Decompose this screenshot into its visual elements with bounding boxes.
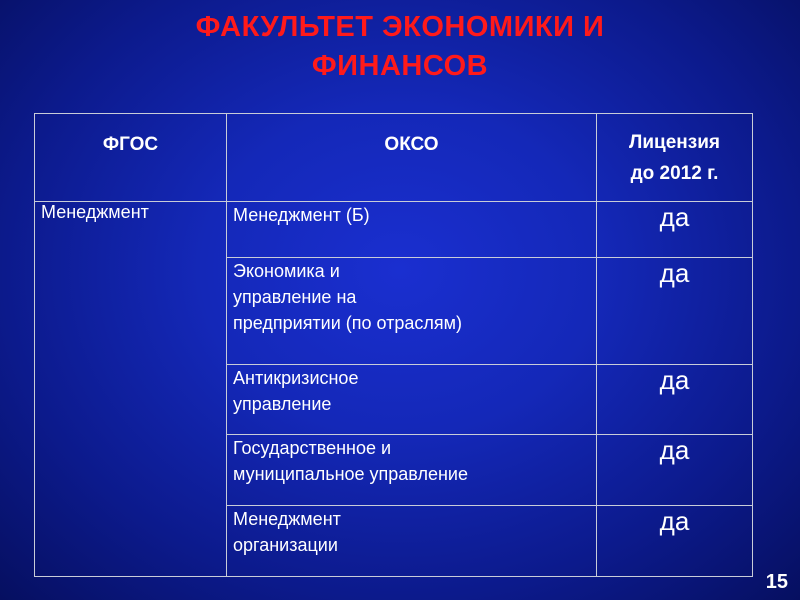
okso-cell bbox=[227, 202, 597, 258]
header-license-line-2: до 2012 г. bbox=[630, 162, 719, 184]
page-number: 15 bbox=[765, 571, 788, 593]
okso-line: Антикризисное bbox=[233, 368, 359, 388]
table-row bbox=[35, 202, 753, 258]
programs-table bbox=[34, 113, 753, 577]
okso-line: организации bbox=[233, 535, 338, 555]
okso-line: управление bbox=[233, 394, 332, 414]
license-cell: да bbox=[597, 258, 753, 365]
license-cell: да bbox=[597, 202, 753, 258]
slide-title-line-2: ФИНАНСОВ bbox=[311, 50, 489, 82]
okso-cell bbox=[227, 506, 597, 577]
license-cell: да bbox=[597, 365, 753, 435]
slide-title-line-1: ФАКУЛЬТЕТ ЭКОНОМИКИ И bbox=[195, 11, 605, 43]
license-cell: да bbox=[597, 435, 753, 506]
okso-line: управление на bbox=[233, 287, 357, 307]
table-header-row bbox=[35, 114, 753, 202]
header-license-line-1: Лицензия bbox=[629, 131, 720, 153]
okso-cell bbox=[227, 435, 597, 506]
okso-line: Экономика и bbox=[233, 261, 340, 281]
okso-line: предприятии (по отраслям) bbox=[233, 313, 463, 333]
header-license bbox=[597, 114, 753, 202]
okso-cell bbox=[227, 258, 597, 365]
okso-line: Государственное и bbox=[233, 438, 392, 458]
license-cell: да bbox=[597, 506, 753, 577]
okso-line: муниципальное управление bbox=[233, 464, 468, 484]
slide-title bbox=[0, 8, 800, 86]
fgos-cell: Менеджмент bbox=[35, 202, 227, 577]
okso-line: Менеджмент (Б) bbox=[233, 205, 370, 225]
header-okso: ОКСО bbox=[227, 114, 597, 202]
okso-line: Менеджмент bbox=[233, 509, 341, 529]
header-fgos: ФГОС bbox=[35, 114, 227, 202]
okso-cell bbox=[227, 365, 597, 435]
